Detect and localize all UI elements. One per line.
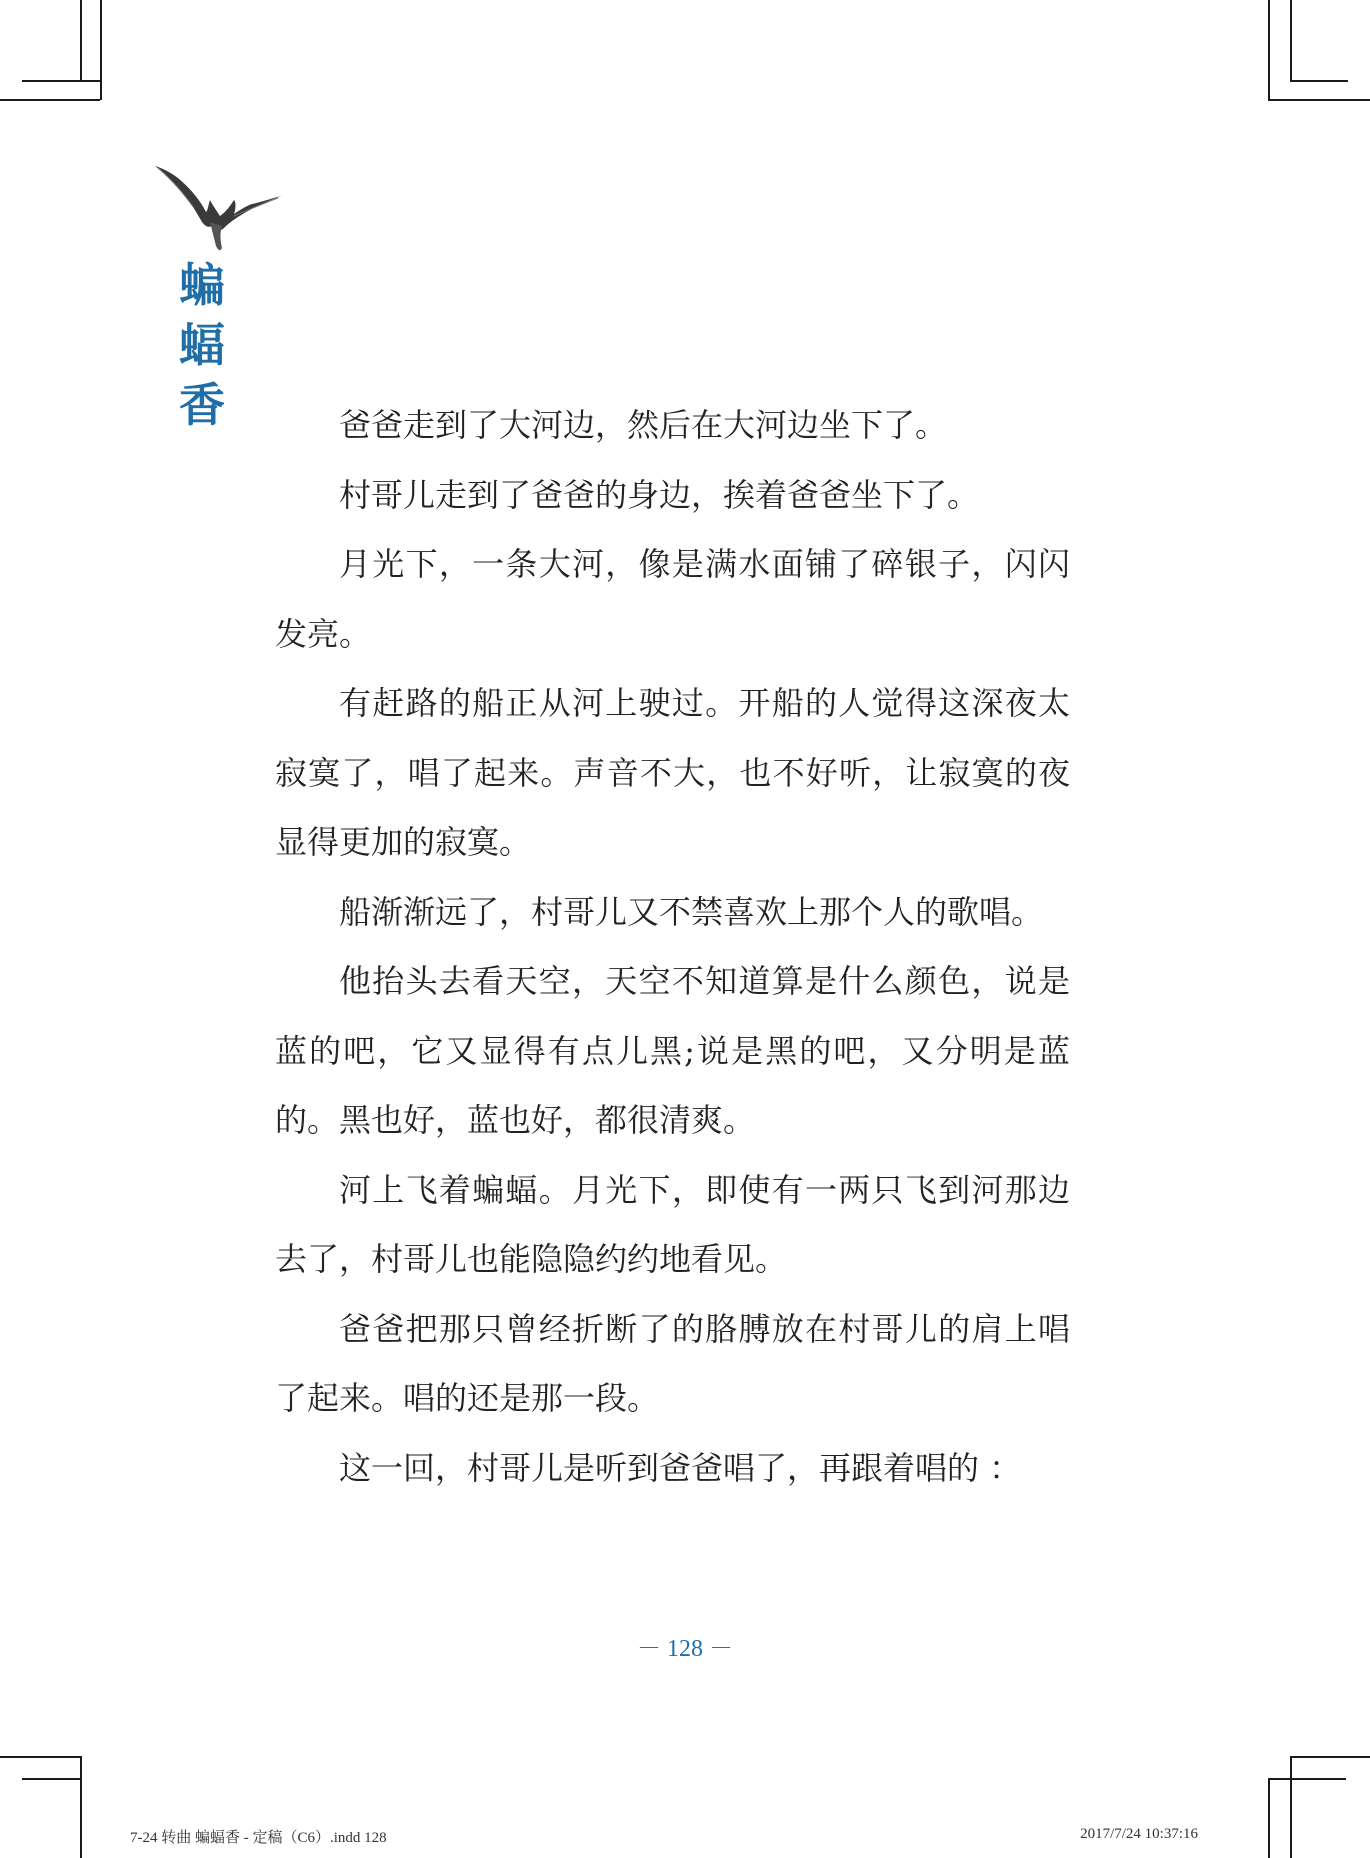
paragraph: 有赶路的船正从河上驶过。开船的人觉得这深夜太寂寞了，唱了起来。声音不大，也不好听，让寂寞的夜显得更加的寂寞。 (275, 684, 1070, 861)
crop-mark-top-right-h2 (1290, 80, 1348, 82)
paragraph: 河上飞着蝙蝠。月光下，即使有一两只飞到河那边去了，村哥儿也能隐隐约约地看见。 (275, 1170, 1070, 1278)
title-char-3: 香 (179, 378, 225, 432)
crop-mark-top-left-v2 (80, 0, 82, 80)
footer-file-info: 7-24 转曲 蝙蝠香 - 定稿（C6）.indd 128 (130, 1830, 387, 1846)
crop-mark-top-right-h (1268, 99, 1370, 101)
crop-mark-top-left-v (100, 0, 102, 100)
paragraph: 月光下，一条大河，像是满水面铺了碎银子，闪闪发亮。 (275, 545, 1070, 653)
crop-mark-top-right-v (1268, 0, 1270, 100)
crop-mark-top-left-h (0, 99, 100, 101)
paragraph: 爸爸走到了大河边，然后在大河边坐下了。 (339, 406, 948, 444)
crop-mark-top-right-v2 (1290, 0, 1292, 80)
paragraph: 船渐渐远了，村哥儿又不禁喜欢上那个人的歌唱。 (339, 892, 1044, 931)
crop-mark-bottom-right-h2 (1268, 1778, 1346, 1780)
crop-mark-bottom-left-v (80, 1756, 82, 1858)
crop-mark-bottom-left-h (0, 1756, 80, 1758)
title-char-2: 蝠 (179, 318, 225, 372)
paragraph: 这一回，村哥儿是听到爸爸唱了，再跟着唱的 ： (339, 1448, 1022, 1487)
crop-mark-bottom-right-v2 (1290, 1756, 1292, 1858)
crop-mark-top-left-h2 (22, 80, 100, 82)
body-text (275, 391, 1070, 1503)
page-title (172, 255, 232, 435)
title-char-1: 蝙 (179, 258, 225, 312)
crop-mark-bottom-right-v (1268, 1778, 1270, 1858)
bat-icon (150, 160, 285, 260)
footer-timestamp: 2017/7/24 10:37:16 (1080, 1826, 1198, 1842)
crop-mark-bottom-left-h2 (22, 1778, 80, 1780)
paragraph: 他抬头去看天空，天空不知道算是什么颜色，说是蓝的吧，它又显得有点儿黑;说是黑的吧，又分明是蓝的。黑也好，蓝也好，都很清爽。 (275, 962, 1070, 1139)
paragraph: 爸爸把那只曾经折断了的胳膊放在村哥儿的肩上唱了起来。唱的还是那一段。 (275, 1309, 1070, 1417)
crop-mark-bottom-right-h (1290, 1756, 1370, 1758)
paragraph: 村哥儿走到了爸爸的身边，挨着爸爸坐下了。 (339, 475, 980, 514)
page-number: － 128 － (637, 1636, 733, 1662)
